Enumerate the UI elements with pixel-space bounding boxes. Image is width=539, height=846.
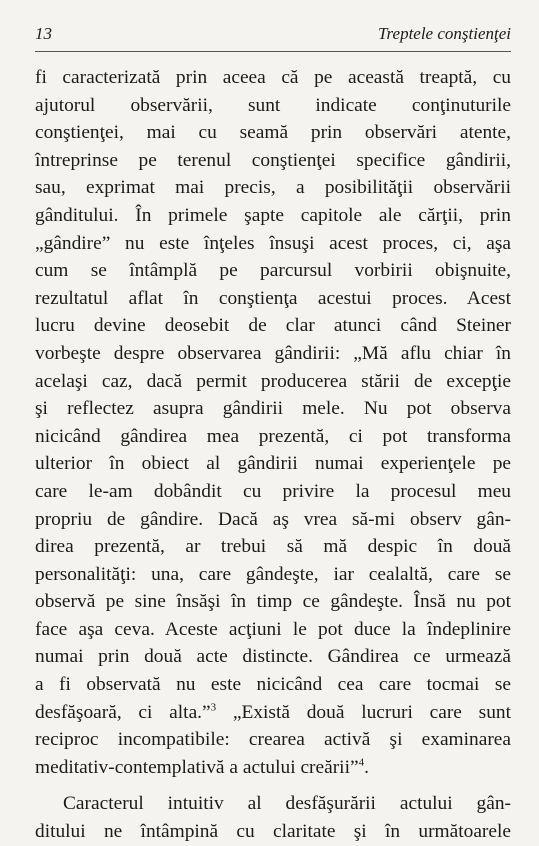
text-line: numai prin două acte distincte. Gândirea ce urmează: [35, 646, 511, 668]
text-line: fi caracterizată prin aceea că pe această treaptă, cu: [35, 67, 511, 88]
page-header: [35, 22, 511, 46]
text-line: acelaşi caz, dacă permit producerea stării de excepţie: [35, 370, 511, 392]
text-line: face aşa ceva. Aceste acţiuni le pot duce la îndeplinire: [35, 618, 511, 640]
text-line: care le-am dobândit cu privire la procesul meu: [35, 480, 511, 502]
text-line: observă pe sine însăşi în timp ce gândeşte. Însă nu pot: [35, 591, 511, 613]
final-period: .: [364, 756, 369, 778]
text-line: ulterior în obiect al gândirii numai experienţele pe: [35, 453, 511, 475]
text-line: sau, exprimat mai precis, a posibilităţii observării: [35, 177, 511, 199]
text-line: întreprinse pe terenul conştienţei specifice gândirii,: [35, 149, 511, 171]
text-line-with-footnote: [35, 699, 511, 727]
text-line: conştienţei, mai cu seamă prin observări atente,: [35, 122, 511, 144]
footnote-mark-4: 4: [358, 756, 365, 769]
text-line: propriu de gândire. Dacă aş vrea să-mi observ gân-: [35, 508, 511, 530]
text-line: a fi observată nu este nicicând cea care tocmai se: [35, 674, 511, 696]
text-line: cum se întâmplă pe parcursul vorbirii obişnuite,: [35, 260, 511, 282]
text-line: vorbeşte despre observarea gândirii: „Mă aflu chiar în: [35, 342, 511, 364]
footnote-mark-3: 3: [210, 701, 217, 714]
text-line: ditului ne întâmpină cu claritate şi în următoarele: [35, 821, 511, 843]
body-text: [35, 64, 511, 846]
text-line: ajutorul observării, sunt indicate conţinuturile: [35, 94, 511, 116]
text-line: gânditului. În primele şapte capitole ale cărţii, prin: [35, 204, 511, 226]
running-title: Treptele conştienţei: [378, 24, 511, 43]
text-line: reciproc incompatibile: crearea activă şi examinarea: [35, 729, 511, 751]
text-line: personalităţi: una, care gândeşte, iar cealaltă, care se: [35, 563, 511, 585]
quote-final-text: meditativ-contemplativă a actului creării”: [35, 756, 359, 778]
text-line: nicicând gândirea mea prezentă, ci pot transforma: [35, 425, 511, 447]
text-line: Caracterul intuitiv al desfăşurării actului gân-: [63, 793, 511, 815]
paragraph-gap: [35, 781, 511, 790]
quote-start-text: „Există două lucruri care sunt: [216, 701, 511, 723]
text-line: rezultatul aflat în conştienţa acestui proces. Acest: [35, 287, 511, 309]
text-line-with-footnote: [35, 754, 511, 782]
quote-end-text: desfăşoară, ci alta.”: [35, 701, 211, 723]
text-line: şi reflectez asupra gândirii mele. Nu pot observa: [35, 398, 511, 420]
text-line: „gândire” nu este înţeles însuşi acest proces, ci, aşa: [35, 232, 511, 254]
page-number: 13: [35, 24, 52, 43]
text-line: direa prezentă, ar trebui să mă despic în două: [35, 536, 511, 558]
header-rule: [35, 51, 511, 52]
text-line: lucru devine deosebit de clar atunci când Steiner: [35, 315, 511, 337]
